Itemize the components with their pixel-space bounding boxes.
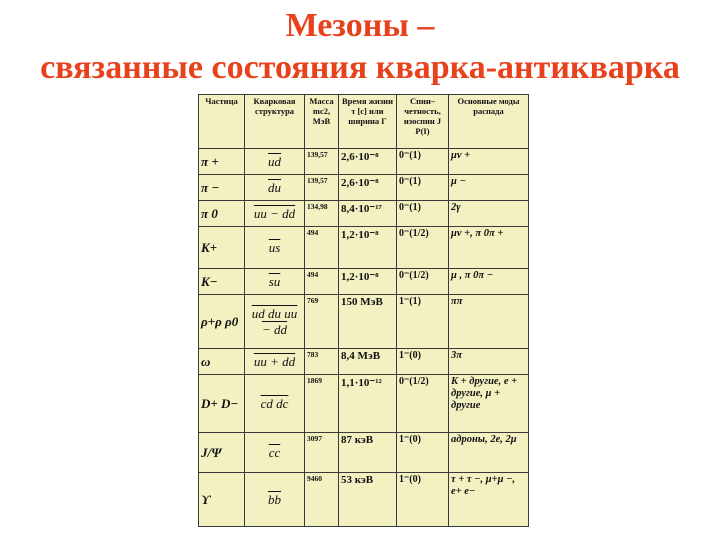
particle-cell: ϒ [199,473,245,527]
lifetime-cell: 2,6·10⁻⁸ [339,149,397,175]
header-lifetime: Время жизни τ [c] или ширина Г [339,95,397,149]
mass-cell: 1869 [305,375,339,433]
spin-cell: 0⁻(1/2) [397,269,449,295]
lifetime-cell: 150 МэВ [339,295,397,349]
decay-cell: ππ [449,295,529,349]
header-mass: Масса mc2, МэВ [305,95,339,149]
table-row [199,295,529,349]
mass-cell: 494 [305,269,339,295]
lifetime-cell: 87 кэВ [339,433,397,473]
spin-cell: 0⁻(1) [397,201,449,227]
lifetime-cell: 2,6·10⁻⁸ [339,175,397,201]
mesons-table [198,94,529,527]
decay-cell: μ , π 0π − [449,269,529,295]
spin-cell: 1⁻(0) [397,473,449,527]
lifetime-cell: 53 кэВ [339,473,397,527]
particle-cell: K− [199,269,245,295]
particle-cell: ρ+ρ ρ0 [199,295,245,349]
table-row [199,175,529,201]
spin-cell: 1⁻(1) [397,295,449,349]
lifetime-cell: 1,2·10⁻⁸ [339,227,397,269]
decay-cell: 3π [449,349,529,375]
lifetime-cell: 8,4 МэВ [339,349,397,375]
quark-cell: $\overline{bb}$ [245,473,305,527]
header-row [199,95,529,149]
mass-cell: 3097 [305,433,339,473]
quark-cell: uu + dd [245,349,305,375]
mass-cell: 134,98 [305,201,339,227]
slide-title-line1: Мезоны – [285,7,435,44]
particle-cell: π + [199,149,245,175]
mesons-table-container [198,94,528,526]
particle-cell: π − [199,175,245,201]
spin-cell: 0⁻(1) [397,175,449,201]
lifetime-cell: 1,2·10⁻⁸ [339,269,397,295]
decay-cell: τ + τ −, μ+μ −, e+ e− [449,473,529,527]
table-row [199,269,529,295]
mass-cell: 783 [305,349,339,375]
spin-cell: 0⁻(1) [397,149,449,175]
mass-cell: 139,57 [305,149,339,175]
spin-cell: 1⁻(0) [397,349,449,375]
header-quarks: Кварковая структура [245,95,305,149]
lifetime-cell: 8,4·10⁻¹⁷ [339,201,397,227]
decay-cell: адроны, 2e, 2μ [449,433,529,473]
particle-cell: π 0 [199,201,245,227]
spin-cell: 0⁻(1/2) [397,227,449,269]
mass-cell: 9460 [305,473,339,527]
particle-cell: K+ [199,227,245,269]
quark-cell: ud du uu − dd [245,295,305,349]
quark-cell: uu − dd [245,201,305,227]
table-row [199,349,529,375]
quark-cell: $\overline{us}$ [245,227,305,269]
decay-cell: μ − [449,175,529,201]
lifetime-cell: 1,1·10⁻¹² [339,375,397,433]
decay-cell: μν + [449,149,529,175]
table-row [199,227,529,269]
table-row [199,201,529,227]
header-spin: Спин–четность, изоспин J P(I) [397,95,449,149]
slide-title-line2: связанные состояния кварка-антикварка [40,49,680,86]
table-row [199,149,529,175]
table-row [199,433,529,473]
mass-cell: 139,57 [305,175,339,201]
table-row [199,375,529,433]
spin-cell: 1⁻(0) [397,433,449,473]
particle-cell: J/Ψ [199,433,245,473]
quark-cell: $\overline{su}$ [245,269,305,295]
particle-cell: D+ D− [199,375,245,433]
header-particle: Частица [199,95,245,149]
decay-cell: 2γ [449,201,529,227]
spin-cell: 0⁻(1/2) [397,375,449,433]
decay-cell: K + другие, e + другие, μ + другие [449,375,529,433]
particle-cell: ω [199,349,245,375]
quark-cell: $\overline{du}$ [245,175,305,201]
mass-cell: 494 [305,227,339,269]
mass-cell: 769 [305,295,339,349]
header-decay: Основные моды распада [449,95,529,149]
decay-cell: μν +, π 0π + [449,227,529,269]
quark-cell: $\overline{cc}$ [245,433,305,473]
table-row [199,473,529,527]
quark-cell: $\overline{ud}$ [245,149,305,175]
quark-cell: cd dc [245,375,305,433]
